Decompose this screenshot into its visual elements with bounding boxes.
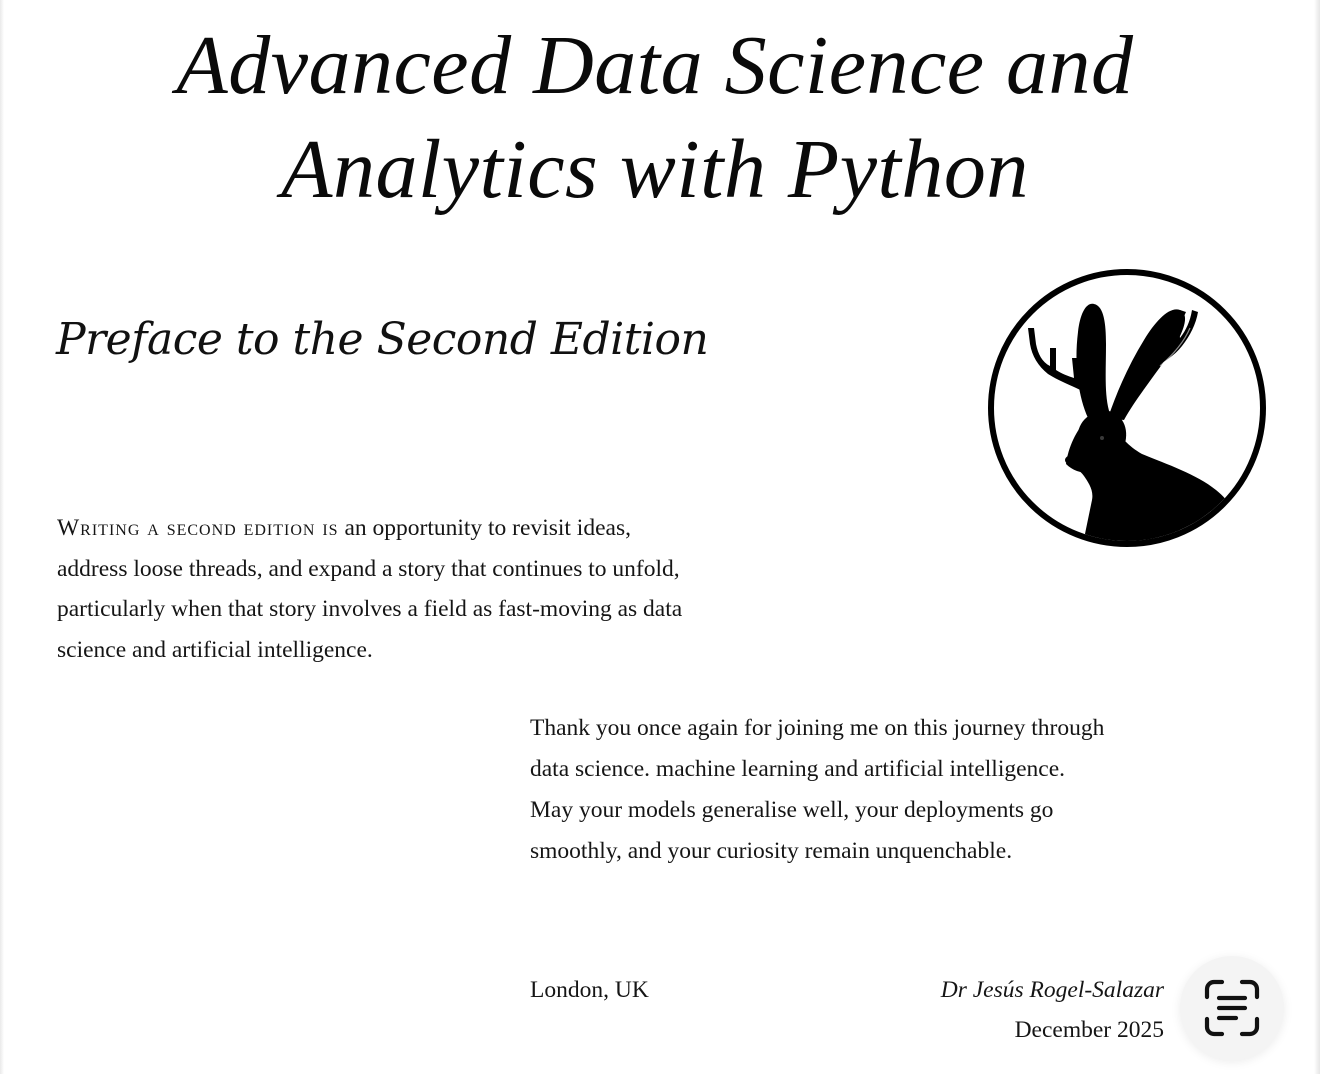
- book-title: [0, 14, 1310, 222]
- intro-lead-in: Writing a second edition is: [57, 515, 339, 541]
- signature-block: [941, 970, 1164, 1050]
- closing-paragraph: Thank you once again for joining me on this journey through data science. machine learning and artificial intelligence. May your models generalise well, your deployments go smoothly, and your curiosity remain unquenchable.: [530, 715, 1105, 864]
- intro-paragraph: [57, 508, 707, 670]
- page-edge-right: [1314, 0, 1320, 1074]
- intro-text: an opportunity to revisit ideas, address loose threads, and expand a story that continues to unfold, particularly when that story involves a field as fast-moving as data science and artificial intelligence.: [57, 515, 683, 663]
- signoff-date: December 2025: [1014, 1017, 1164, 1043]
- live-text-button[interactable]: [1180, 956, 1284, 1060]
- jackalope-logo-icon: [984, 268, 1270, 554]
- signoff-author: Dr Jesús Rogel-Salazar: [940, 977, 1164, 1003]
- text-scan-icon: [1201, 977, 1263, 1039]
- book-title-line-2: Analytics with Python: [281, 123, 1029, 216]
- signoff-place: London, UK: [530, 977, 649, 1003]
- chapter-title: Preface to the Second Edition: [56, 314, 709, 365]
- book-title-line-1: Advanced Data Science and: [176, 19, 1134, 112]
